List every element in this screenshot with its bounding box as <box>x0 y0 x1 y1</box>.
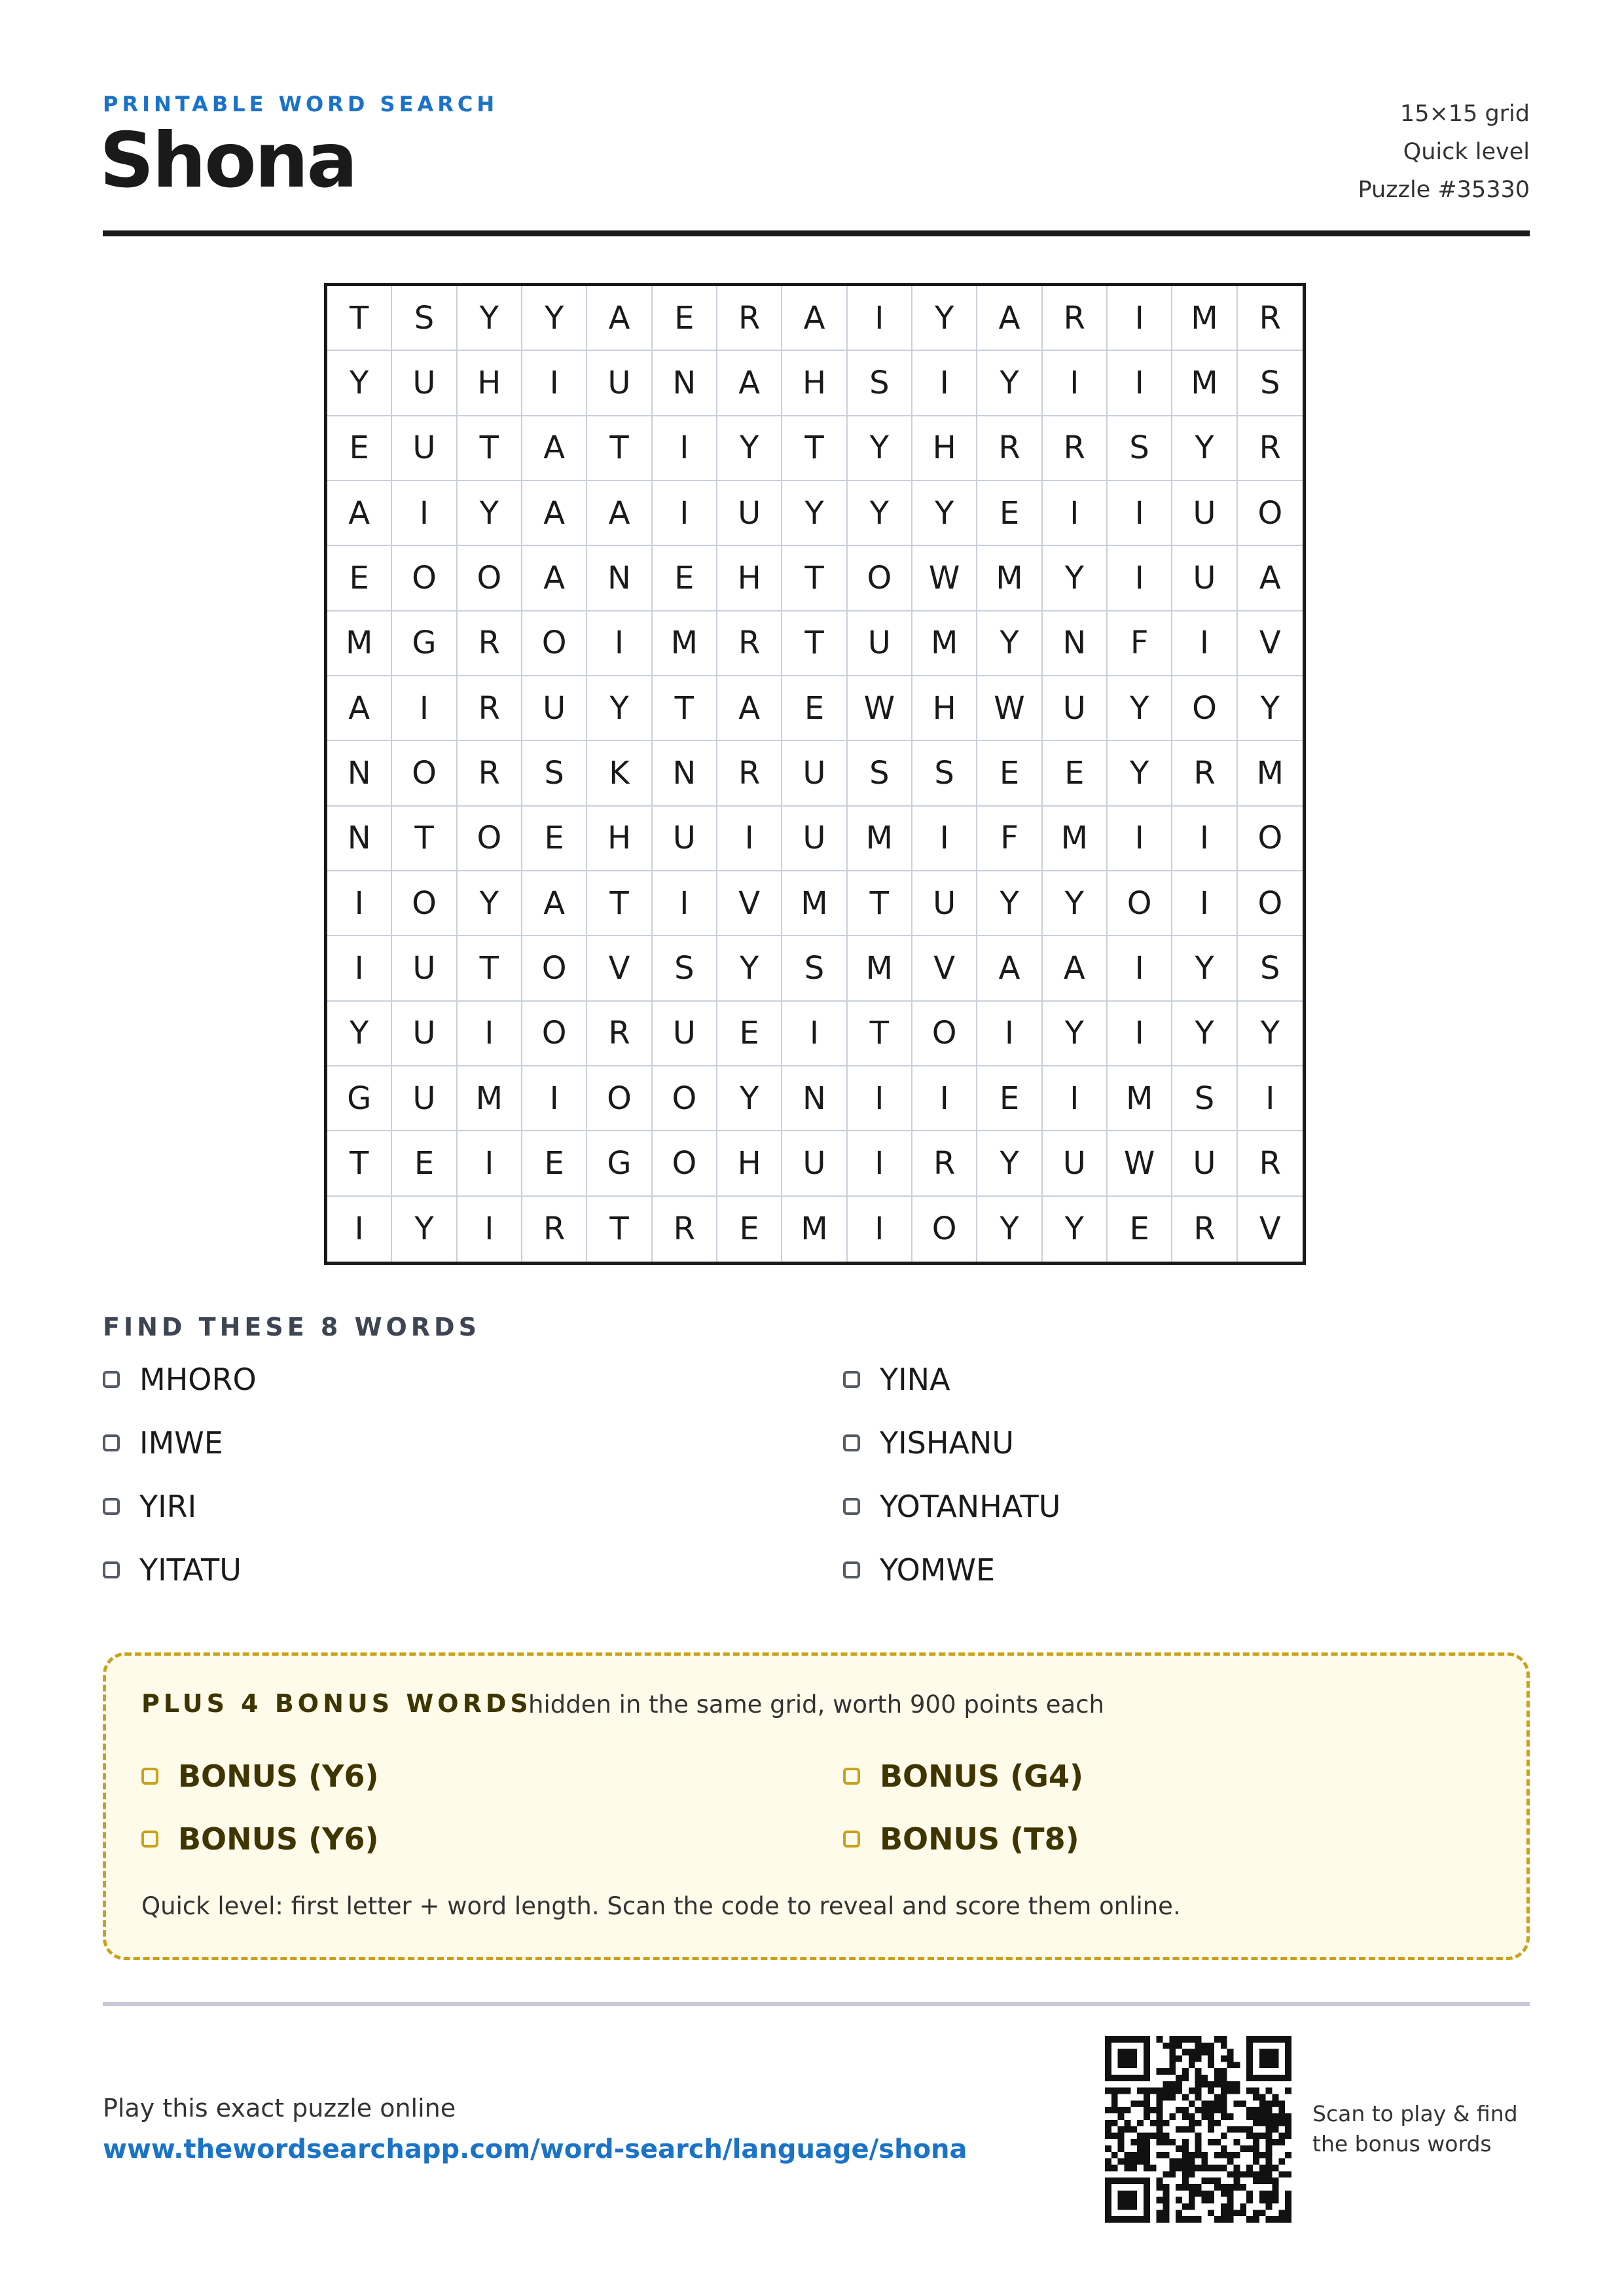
grid-cell[interactable]: U <box>392 936 457 1001</box>
grid-cell[interactable]: A <box>717 351 782 416</box>
grid-cell[interactable]: M <box>458 1066 522 1131</box>
word-item[interactable] <box>843 1360 950 1399</box>
grid-cell[interactable]: E <box>653 286 717 351</box>
grid-cell[interactable]: O <box>1238 481 1303 546</box>
grid-cell[interactable]: O <box>392 871 457 936</box>
grid-cell[interactable]: I <box>912 807 977 871</box>
grid-cell[interactable]: A <box>717 676 782 741</box>
checkbox[interactable] <box>843 1498 860 1515</box>
grid-cell[interactable]: Y <box>1172 936 1237 1001</box>
grid-cell[interactable]: E <box>522 1131 587 1196</box>
grid-cell[interactable]: M <box>327 611 392 676</box>
grid-cell[interactable]: R <box>717 286 782 351</box>
grid-cell[interactable]: I <box>1238 1066 1303 1131</box>
grid-cell[interactable]: G <box>392 611 457 676</box>
grid-cell[interactable]: I <box>458 1131 522 1196</box>
grid-cell[interactable]: N <box>1043 611 1108 676</box>
grid-cell[interactable]: O <box>392 741 457 806</box>
grid-cell[interactable]: A <box>327 481 392 546</box>
grid-cell[interactable]: Y <box>392 1197 457 1262</box>
grid-cell[interactable]: I <box>1108 546 1172 611</box>
grid-cell[interactable]: A <box>977 936 1042 1001</box>
grid-cell[interactable]: A <box>587 481 652 546</box>
grid-cell[interactable]: M <box>848 936 912 1001</box>
word-label: YOTANHATU <box>880 1489 1061 1524</box>
grid-cell[interactable]: O <box>848 546 912 611</box>
scan-caption-line: the bonus words <box>1312 2131 1492 2157</box>
word-label: YOMWE <box>880 1552 996 1588</box>
grid-size: 15×15 grid <box>1399 101 1530 127</box>
grid-cell[interactable]: R <box>912 1131 977 1196</box>
puzzle-meta <box>1358 95 1530 209</box>
grid-cell[interactable]: G <box>327 1066 392 1131</box>
grid-cell[interactable]: I <box>782 1002 847 1066</box>
bonus-heading: PLUS 4 BONUS WORDS <box>141 1689 532 1718</box>
grid-cell[interactable]: H <box>717 546 782 611</box>
word-list-heading: FIND THESE 8 WORDS <box>103 1313 480 1341</box>
grid-cell[interactable]: I <box>848 1197 912 1262</box>
grid-cell[interactable]: Y <box>327 1002 392 1066</box>
grid-cell[interactable]: M <box>1172 286 1237 351</box>
footer-divider <box>103 2002 1530 2006</box>
level: Quick level <box>1403 139 1530 165</box>
grid-cell[interactable]: I <box>653 871 717 936</box>
grid-cell[interactable]: S <box>848 741 912 806</box>
grid-cell[interactable]: M <box>1043 807 1108 871</box>
bonus-note: Quick level: first letter + word length. Scan the code to reveal and score them online. <box>141 1892 1181 1920</box>
grid-cell[interactable]: A <box>1238 546 1303 611</box>
grid-cell[interactable]: M <box>1238 741 1303 806</box>
grid-cell[interactable]: T <box>782 416 847 481</box>
grid-cell[interactable]: R <box>522 1197 587 1262</box>
grid-cell[interactable]: V <box>1238 611 1303 676</box>
grid-cell[interactable]: I <box>1043 1066 1108 1131</box>
page-kicker: PRINTABLE WORD SEARCH <box>103 92 499 117</box>
grid-cell[interactable]: T <box>392 807 457 871</box>
grid-cell[interactable]: T <box>458 936 522 1001</box>
grid-cell[interactable]: T <box>848 871 912 936</box>
checkbox[interactable] <box>843 1561 860 1578</box>
grid-cell[interactable]: A <box>587 286 652 351</box>
grid-cell[interactable]: E <box>653 546 717 611</box>
checkbox[interactable] <box>843 1371 860 1388</box>
grid-cell[interactable]: U <box>717 481 782 546</box>
grid-cell[interactable]: Y <box>458 286 522 351</box>
grid-cell[interactable]: I <box>1108 936 1172 1001</box>
grid-cell[interactable]: T <box>653 676 717 741</box>
grid-cell[interactable]: R <box>587 1002 652 1066</box>
word-item[interactable] <box>843 1423 1014 1463</box>
grid-cell[interactable]: Y <box>717 416 782 481</box>
word-label: YIRI <box>139 1489 197 1524</box>
grid-cell[interactable]: I <box>653 416 717 481</box>
grid-cell[interactable]: E <box>782 676 847 741</box>
grid-cell[interactable]: W <box>977 676 1042 741</box>
word-item[interactable] <box>843 1550 995 1590</box>
grid-cell[interactable]: M <box>848 807 912 871</box>
grid-cell[interactable]: T <box>848 1002 912 1066</box>
grid-cell[interactable]: R <box>1172 741 1237 806</box>
grid-cell[interactable]: U <box>782 1131 847 1196</box>
header-divider <box>103 230 1530 236</box>
grid-cell[interactable]: A <box>522 416 587 481</box>
grid-cell[interactable]: Y <box>848 481 912 546</box>
grid-cell[interactable]: I <box>848 1131 912 1196</box>
grid-cell[interactable]: A <box>522 481 587 546</box>
word-item[interactable] <box>843 1487 1060 1526</box>
grid-cell[interactable]: O <box>1172 676 1237 741</box>
grid-cell[interactable]: R <box>1043 286 1108 351</box>
word-label: IMWE <box>139 1425 223 1461</box>
grid-cell[interactable]: Y <box>458 481 522 546</box>
grid-cell[interactable]: A <box>782 286 847 351</box>
grid-cell[interactable]: Y <box>1043 871 1108 936</box>
grid-cell[interactable]: R <box>1172 1197 1237 1262</box>
grid-cell[interactable]: U <box>848 611 912 676</box>
grid-cell[interactable]: N <box>782 1066 847 1131</box>
grid-cell[interactable]: U <box>392 1002 457 1066</box>
grid-cell[interactable]: T <box>587 1197 652 1262</box>
grid-cell[interactable]: O <box>653 1066 717 1131</box>
puzzle-link[interactable]: www.thewordsearchapp.com/word-search/language/shona <box>103 2134 967 2164</box>
grid-cell[interactable]: U <box>392 1066 457 1131</box>
grid-cell[interactable]: U <box>782 741 847 806</box>
grid-cell[interactable]: Y <box>1238 676 1303 741</box>
grid-cell[interactable]: A <box>977 286 1042 351</box>
grid-cell[interactable]: S <box>1238 936 1303 1001</box>
grid-cell[interactable]: Y <box>1172 416 1237 481</box>
grid-cell[interactable]: I <box>1108 807 1172 871</box>
grid-cell[interactable]: A <box>1043 936 1108 1001</box>
grid-cell[interactable]: Y <box>848 416 912 481</box>
grid-cell[interactable]: I <box>392 676 457 741</box>
checkbox[interactable] <box>843 1434 860 1451</box>
grid-cell[interactable]: N <box>587 546 652 611</box>
grid-cell[interactable]: I <box>1108 286 1172 351</box>
grid-cell[interactable]: I <box>848 286 912 351</box>
grid-cell[interactable]: Y <box>912 481 977 546</box>
checkbox[interactable] <box>103 1434 120 1451</box>
grid-cell[interactable]: I <box>1172 871 1237 936</box>
bonus-checkbox[interactable] <box>843 1768 860 1785</box>
grid-cell[interactable]: R <box>1238 416 1303 481</box>
grid-cell[interactable]: T <box>782 546 847 611</box>
grid-cell[interactable]: S <box>392 286 457 351</box>
grid-cell[interactable]: I <box>977 1002 1042 1066</box>
grid-cell[interactable]: M <box>782 1197 847 1262</box>
grid-cell[interactable]: T <box>782 611 847 676</box>
grid-cell[interactable]: O <box>458 546 522 611</box>
grid-cell[interactable]: E <box>1043 741 1108 806</box>
grid-cell[interactable]: O <box>587 1066 652 1131</box>
grid-cell[interactable]: I <box>1172 611 1237 676</box>
grid-cell[interactable]: Y <box>1108 676 1172 741</box>
grid-cell[interactable]: Y <box>717 1066 782 1131</box>
grid-cell[interactable]: A <box>522 546 587 611</box>
grid-cell[interactable]: Y <box>977 351 1042 416</box>
word-item[interactable] <box>103 1487 196 1526</box>
grid-cell[interactable]: U <box>1043 1131 1108 1196</box>
grid-cell[interactable]: N <box>327 741 392 806</box>
grid-cell[interactable]: U <box>1172 1131 1237 1196</box>
grid-cell[interactable]: S <box>1238 351 1303 416</box>
grid-cell[interactable]: S <box>1172 1066 1237 1131</box>
letter-grid[interactable] <box>324 283 1306 1265</box>
grid-cell[interactable]: U <box>587 351 652 416</box>
grid-cell[interactable]: O <box>912 1197 977 1262</box>
grid-cell[interactable]: V <box>717 871 782 936</box>
scan-caption <box>1312 2099 1518 2159</box>
grid-cell[interactable]: O <box>1238 807 1303 871</box>
grid-cell[interactable]: U <box>392 351 457 416</box>
grid-cell[interactable]: H <box>782 351 847 416</box>
grid-cell[interactable]: O <box>522 1002 587 1066</box>
grid-cell[interactable]: T <box>327 1131 392 1196</box>
grid-cell[interactable]: W <box>912 546 977 611</box>
grid-cell[interactable]: Y <box>1043 546 1108 611</box>
grid-cell[interactable]: I <box>327 1197 392 1262</box>
grid-cell[interactable]: Y <box>782 481 847 546</box>
grid-cell[interactable]: E <box>717 1002 782 1066</box>
grid-cell[interactable]: E <box>522 807 587 871</box>
grid-cell[interactable]: U <box>1172 546 1237 611</box>
grid-cell[interactable]: S <box>653 936 717 1001</box>
grid-cell[interactable]: I <box>653 481 717 546</box>
puzzle-number: Puzzle #35330 <box>1358 177 1530 203</box>
grid-cell[interactable]: R <box>717 611 782 676</box>
grid-cell[interactable]: Y <box>977 871 1042 936</box>
grid-cell[interactable]: M <box>782 871 847 936</box>
grid-cell[interactable]: U <box>1043 676 1108 741</box>
grid-cell[interactable]: G <box>587 1131 652 1196</box>
grid-cell[interactable]: O <box>1238 871 1303 936</box>
scan-caption-line: Scan to play & find <box>1312 2101 1518 2126</box>
grid-cell[interactable]: Y <box>1238 1002 1303 1066</box>
grid-cell[interactable]: O <box>653 1131 717 1196</box>
grid-cell[interactable]: I <box>1108 1002 1172 1066</box>
grid-cell[interactable]: S <box>848 351 912 416</box>
grid-cell[interactable]: R <box>458 741 522 806</box>
bonus-label: BONUS (G4) <box>880 1758 1083 1794</box>
grid-cell[interactable]: E <box>977 481 1042 546</box>
grid-cell[interactable]: T <box>587 871 652 936</box>
grid-cell[interactable]: I <box>327 871 392 936</box>
grid-cell[interactable]: I <box>392 481 457 546</box>
grid-cell[interactable]: I <box>1172 807 1237 871</box>
grid-cell[interactable]: E <box>977 741 1042 806</box>
grid-cell[interactable]: H <box>717 1131 782 1196</box>
grid-cell[interactable]: I <box>522 1066 587 1131</box>
grid-cell[interactable]: U <box>522 676 587 741</box>
grid-cell[interactable]: U <box>782 807 847 871</box>
grid-cell[interactable]: E <box>327 546 392 611</box>
grid-cell[interactable]: I <box>912 1066 977 1131</box>
grid-cell[interactable]: O <box>1108 871 1172 936</box>
grid-cell[interactable]: F <box>1108 611 1172 676</box>
grid-cell[interactable]: I <box>1043 351 1108 416</box>
grid-cell[interactable]: O <box>392 546 457 611</box>
grid-cell[interactable]: I <box>1108 481 1172 546</box>
word-item[interactable] <box>103 1550 242 1590</box>
checkbox[interactable] <box>103 1561 120 1578</box>
grid-cell[interactable]: E <box>327 416 392 481</box>
grid-cell[interactable]: I <box>458 1002 522 1066</box>
word-label: YINA <box>880 1362 950 1397</box>
grid-cell[interactable]: Y <box>977 611 1042 676</box>
grid-cell[interactable]: A <box>522 871 587 936</box>
grid-cell[interactable]: O <box>522 936 587 1001</box>
grid-cell[interactable]: U <box>653 807 717 871</box>
grid-cell[interactable]: R <box>717 741 782 806</box>
grid-cell[interactable]: I <box>327 936 392 1001</box>
bonus-label: BONUS (Y6) <box>178 1821 379 1857</box>
grid-cell[interactable]: R <box>653 1197 717 1262</box>
grid-cell[interactable]: O <box>522 611 587 676</box>
grid-cell[interactable]: Y <box>327 351 392 416</box>
grid-cell[interactable]: T <box>327 286 392 351</box>
grid-cell[interactable]: I <box>458 1197 522 1262</box>
grid-cell[interactable]: R <box>458 676 522 741</box>
grid-cell[interactable]: S <box>522 741 587 806</box>
grid-cell[interactable]: V <box>587 936 652 1001</box>
grid-cell[interactable]: H <box>912 676 977 741</box>
grid-cell[interactable]: H <box>458 351 522 416</box>
grid-cell[interactable]: E <box>717 1197 782 1262</box>
grid-cell[interactable]: W <box>1108 1131 1172 1196</box>
grid-cell[interactable]: N <box>653 351 717 416</box>
grid-cell[interactable]: M <box>1108 1066 1172 1131</box>
word-item[interactable] <box>103 1360 257 1399</box>
grid-cell[interactable]: Y <box>522 286 587 351</box>
bonus-label: BONUS (Y6) <box>178 1758 379 1794</box>
grid-cell[interactable]: I <box>1043 481 1108 546</box>
grid-cell[interactable]: M <box>1172 351 1237 416</box>
grid-cell[interactable]: U <box>653 1002 717 1066</box>
grid-cell[interactable]: O <box>458 807 522 871</box>
grid-cell[interactable]: M <box>912 611 977 676</box>
bonus-label: BONUS (T8) <box>880 1821 1079 1857</box>
grid-cell[interactable]: S <box>1108 416 1172 481</box>
grid-cell[interactable]: R <box>1238 1131 1303 1196</box>
word-label: MHORO <box>139 1362 257 1397</box>
grid-cell[interactable]: A <box>327 676 392 741</box>
grid-cell[interactable]: Y <box>1172 1002 1237 1066</box>
grid-cell[interactable]: V <box>1259 1211 1281 1248</box>
grid-cell[interactable]: Y <box>977 1197 1042 1262</box>
grid-cell[interactable]: R <box>1238 286 1303 351</box>
grid-cell[interactable]: T <box>458 416 522 481</box>
grid-cell[interactable]: V <box>912 936 977 1001</box>
page-title: Shona <box>99 117 356 205</box>
grid-cell[interactable]: I <box>587 611 652 676</box>
grid-cell[interactable]: K <box>587 741 652 806</box>
grid-cell[interactable]: H <box>587 807 652 871</box>
bonus-checkbox[interactable] <box>141 1768 158 1785</box>
grid-cell[interactable]: R <box>977 416 1042 481</box>
grid-cell[interactable]: E <box>392 1131 457 1196</box>
grid-cell[interactable]: E <box>977 1066 1042 1131</box>
word-item[interactable] <box>103 1423 223 1463</box>
grid-cell[interactable]: Y <box>587 676 652 741</box>
grid-cell[interactable]: Y <box>717 936 782 1001</box>
grid-cell[interactable]: S <box>912 741 977 806</box>
bonus-checkbox[interactable] <box>141 1831 158 1848</box>
grid-cell[interactable]: I <box>522 351 587 416</box>
play-online-label: Play this exact puzzle online <box>103 2094 456 2123</box>
bonus-item[interactable] <box>843 1819 1079 1859</box>
bonus-checkbox[interactable] <box>843 1831 860 1848</box>
grid-cell[interactable]: S <box>782 936 847 1001</box>
word-label: YISHANU <box>880 1425 1015 1461</box>
grid-cell[interactable]: O <box>912 1002 977 1066</box>
grid-cell[interactable]: Y <box>912 286 977 351</box>
grid-cell[interactable]: N <box>327 807 392 871</box>
grid-cell[interactable]: U <box>392 416 457 481</box>
grid-cell[interactable]: I <box>848 1066 912 1131</box>
grid-cell[interactable]: Y <box>1043 1002 1108 1066</box>
grid-cell[interactable]: R <box>1043 416 1108 481</box>
bonus-subtitle: hidden in the same grid, worth 900 points each <box>528 1690 1104 1719</box>
grid-cell[interactable]: Y <box>977 1131 1042 1196</box>
grid-cell[interactable]: Y <box>1043 1197 1108 1262</box>
grid-cell[interactable]: I <box>912 351 977 416</box>
grid-cell[interactable]: T <box>587 416 652 481</box>
checkbox[interactable] <box>103 1371 120 1388</box>
grid-cell[interactable]: W <box>848 676 912 741</box>
grid-cell[interactable]: M <box>653 611 717 676</box>
qr-code-icon[interactable] <box>1105 2036 1291 2223</box>
grid-cell[interactable]: E <box>1108 1197 1172 1262</box>
grid-cell[interactable]: Y <box>458 871 522 936</box>
grid-cell[interactable]: M <box>977 546 1042 611</box>
bonus-item[interactable] <box>141 1757 379 1796</box>
bonus-item[interactable] <box>843 1757 1083 1796</box>
grid-cell[interactable]: I <box>717 807 782 871</box>
grid-cell[interactable]: H <box>912 416 977 481</box>
grid-cell[interactable]: U <box>912 871 977 936</box>
grid-cell[interactable]: I <box>1108 351 1172 416</box>
grid-cell[interactable]: R <box>458 611 522 676</box>
grid-cell[interactable]: F <box>977 807 1042 871</box>
grid-cell[interactable]: Y <box>1108 741 1172 806</box>
checkbox[interactable] <box>103 1498 120 1515</box>
grid-cell[interactable]: N <box>653 741 717 806</box>
grid-cell[interactable]: U <box>1172 481 1237 546</box>
bonus-item[interactable] <box>141 1819 379 1859</box>
word-label: YITATU <box>139 1552 242 1588</box>
